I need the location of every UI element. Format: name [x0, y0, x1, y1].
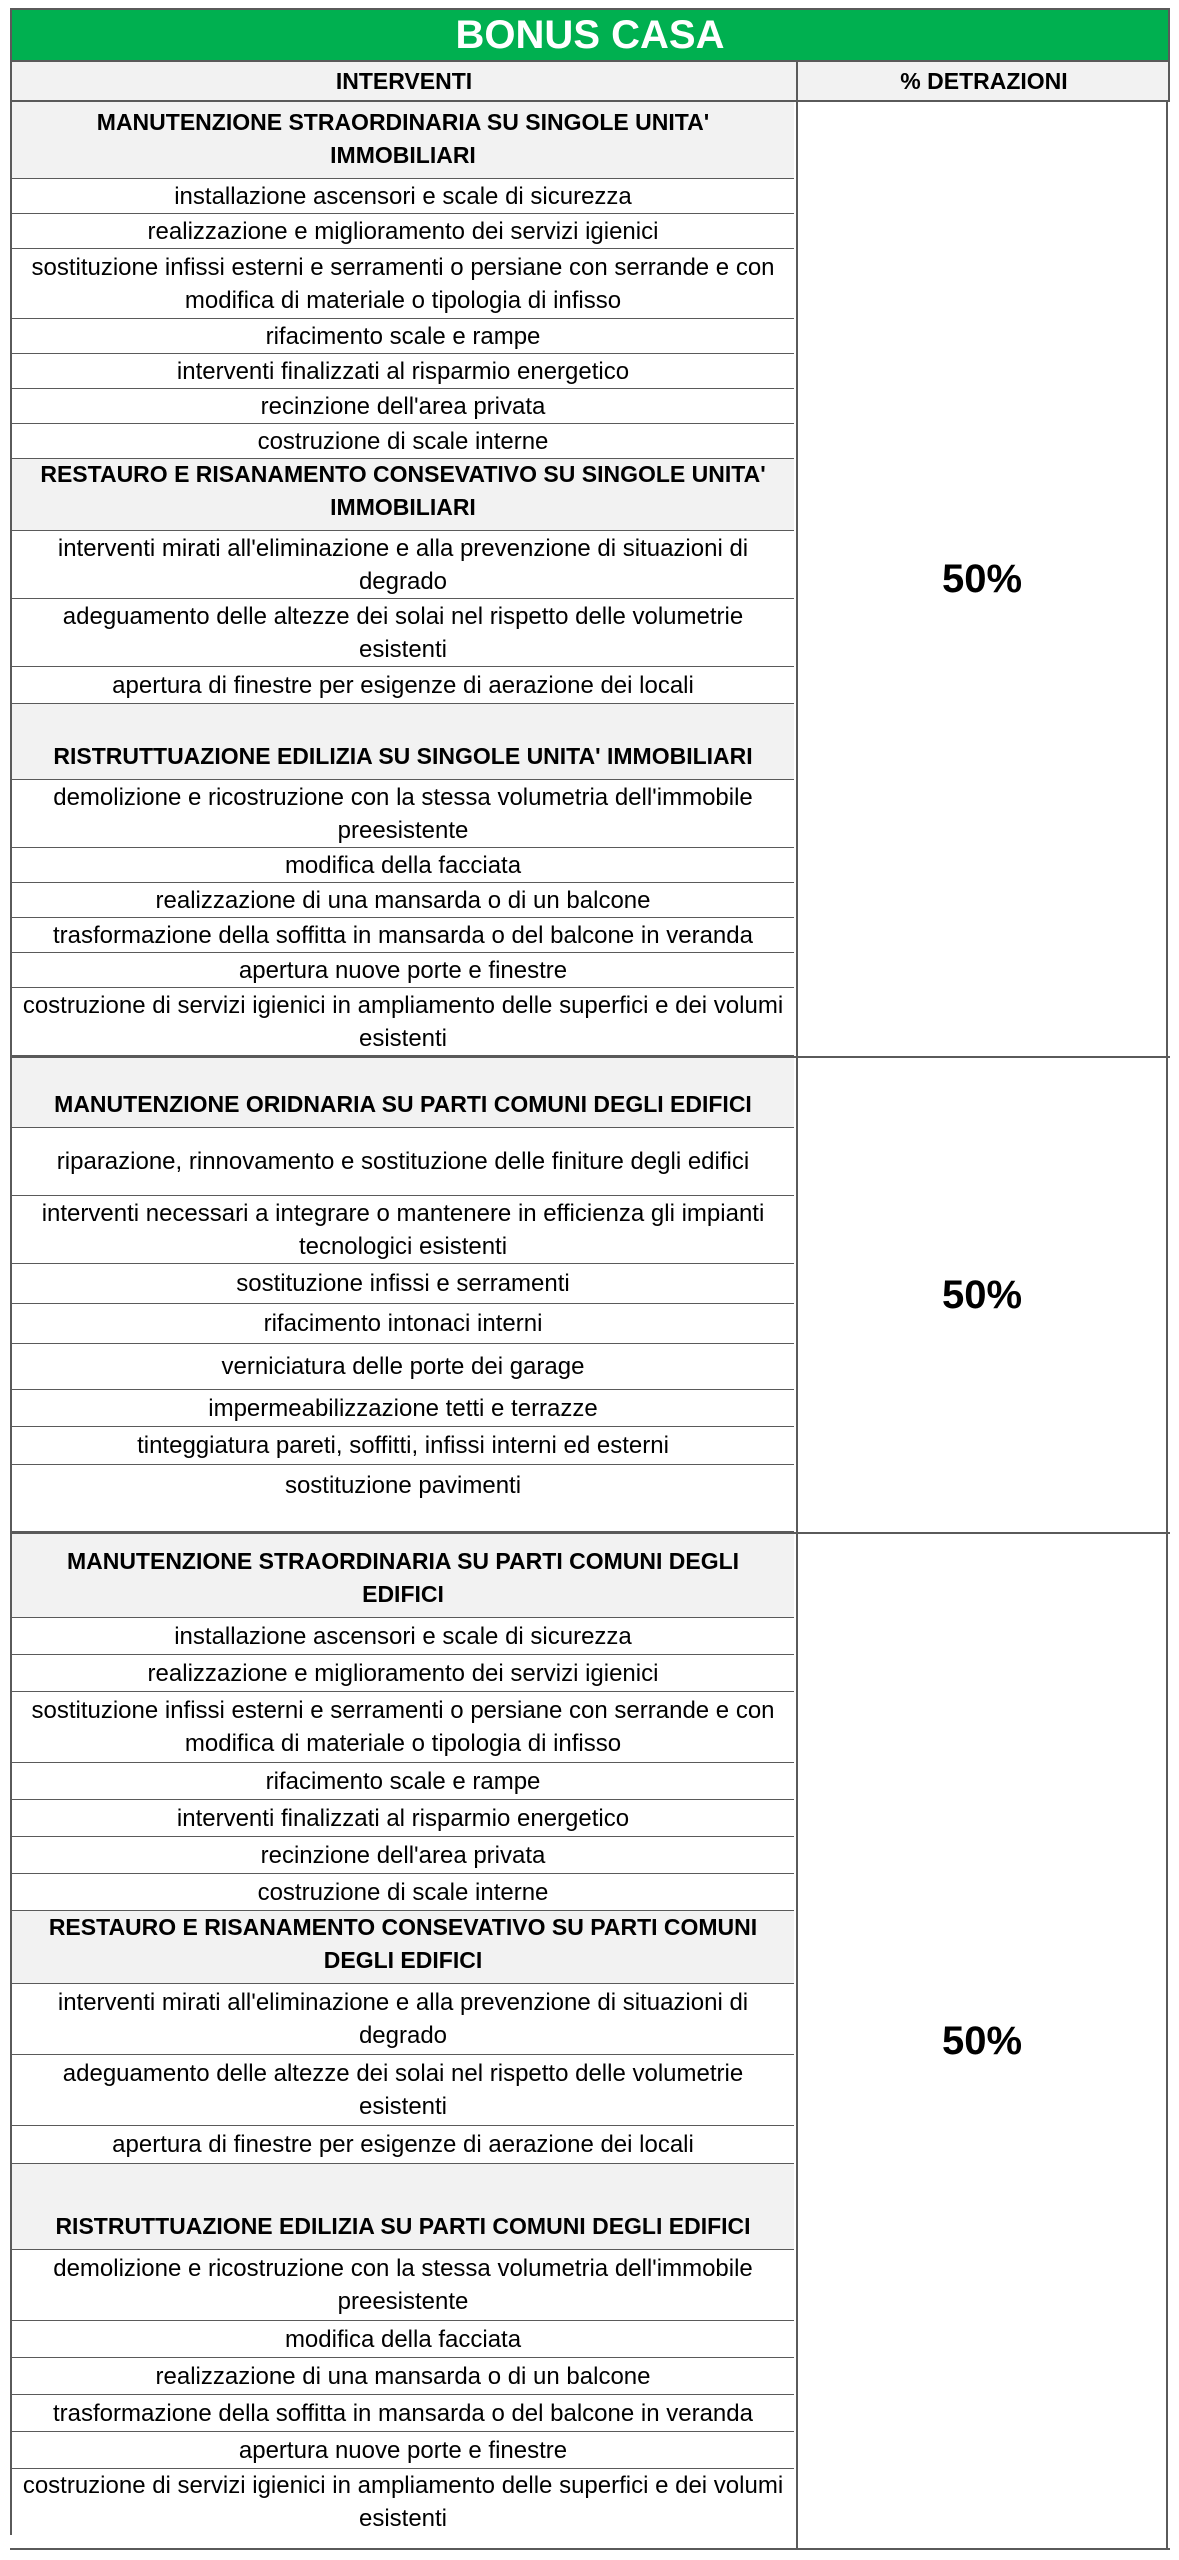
column-header-detrazioni: % DETRAZIONI: [900, 67, 1068, 94]
list-item: modifica della facciata: [10, 2321, 794, 2358]
column-header-interventi: INTERVENTI: [12, 62, 798, 100]
page-title: BONUS CASA: [10, 8, 1170, 62]
list-item: costruzione di scale interne: [10, 1874, 794, 1911]
list-item: demolizione e ricostruzione con la stessa volumetria dell'immobile preesistente: [10, 2250, 794, 2321]
group-heading: MANUTENZIONE STRAORDINARIA SU SINGOLE UNITA' IMMOBILIARI: [10, 102, 794, 179]
list-item: sostituzione infissi e serramenti: [10, 1264, 794, 1304]
list-item: costruzione di servizi igienici in ampliamento delle superfici e dei volumi esistenti: [10, 988, 794, 1056]
group-heading: RESTAURO E RISANAMENTO CONSEVATIVO SU PARTI COMUNI DEGLI EDIFICI: [10, 1911, 794, 1984]
list-item: sostituzione infissi esterni e serramenti o persiane con serrande e con modifica di materiale o tipologia di infisso: [10, 249, 794, 319]
list-item: interventi necessari a integrare o mantenere in efficienza gli impianti tecnologici esistenti: [10, 1196, 794, 1264]
deduction-percentage: 50%: [796, 102, 1168, 1056]
list-item: installazione ascensori e scale di sicurezza: [10, 179, 794, 214]
list-item: interventi finalizzati al risparmio energetico: [10, 354, 794, 389]
list-item: sostituzione pavimenti: [10, 1465, 794, 1532]
list-item: realizzazione e miglioramento dei servizi igienici: [10, 214, 794, 249]
table-section: [10, 1534, 1170, 2550]
list-item: apertura nuove porte e finestre: [10, 2432, 794, 2469]
list-item: installazione ascensori e scale di sicurezza: [10, 1618, 794, 1655]
list-item: sostituzione infissi esterni e serramenti o persiane con serrande e con modifica di materiale o tipologia di infisso: [10, 1692, 794, 1763]
list-item: realizzazione di una mansarda o di un balcone: [10, 2358, 794, 2395]
list-item: verniciatura delle porte dei garage: [10, 1344, 794, 1390]
deduction-percentage: 50%: [796, 1534, 1168, 2548]
list-item: tinteggiatura pareti, soffitti, infissi interni ed esterni: [10, 1427, 794, 1465]
list-item: costruzione di scale interne: [10, 424, 794, 459]
list-item: realizzazione e miglioramento dei servizi igienici: [10, 1655, 794, 1692]
list-item: apertura di finestre per esigenze di aerazione dei locali: [10, 667, 794, 704]
list-item: rifacimento intonaci interni: [10, 1304, 794, 1344]
list-item: interventi finalizzati al risparmio energetico: [10, 1800, 794, 1837]
list-item: rifacimento scale e rampe: [10, 319, 794, 354]
list-item: recinzione dell'area privata: [10, 1837, 794, 1874]
list-item: trasformazione della soffitta in mansarda o del balcone in veranda: [10, 918, 794, 953]
table-section: [10, 102, 1170, 1058]
list-item: trasformazione della soffitta in mansarda o del balcone in veranda: [10, 2395, 794, 2432]
group-heading: RISTRUTTUAZIONE EDILIZIA SU PARTI COMUNI DEGLI EDIFICI: [10, 2164, 794, 2250]
list-item: impermeabilizzazione tetti e terrazze: [10, 1390, 794, 1427]
list-item: apertura di finestre per esigenze di aerazione dei locali: [10, 2126, 794, 2164]
group-heading: MANUTENZIONE ORIDNARIA SU PARTI COMUNI DEGLI EDIFICI: [10, 1058, 794, 1128]
list-item: interventi mirati all'eliminazione e alla prevenzione di situazioni di degrado: [10, 1984, 794, 2055]
list-item: adeguamento delle altezze dei solai nel rispetto delle volumetrie esistenti: [10, 599, 794, 667]
list-item: costruzione di servizi igienici in ampliamento delle superfici e dei volumi esistenti: [10, 2469, 794, 2535]
table-header: [10, 62, 1170, 102]
list-item: modifica della facciata: [10, 848, 794, 883]
list-item: recinzione dell'area privata: [10, 389, 794, 424]
list-item: realizzazione di una mansarda o di un balcone: [10, 883, 794, 918]
list-item: interventi mirati all'eliminazione e alla prevenzione di situazioni di degrado: [10, 531, 794, 599]
group-heading: MANUTENZIONE STRAORDINARIA SU PARTI COMUNI DEGLI EDIFICI: [10, 1534, 794, 1618]
list-item: apertura nuove porte e finestre: [10, 953, 794, 988]
group-heading: RESTAURO E RISANAMENTO CONSEVATIVO SU SINGOLE UNITA' IMMOBILIARI: [10, 459, 794, 531]
list-item: demolizione e ricostruzione con la stessa volumetria dell'immobile preesistente: [10, 780, 794, 848]
list-item: rifacimento scale e rampe: [10, 1763, 794, 1800]
group-heading: RISTRUTTUAZIONE EDILIZIA SU SINGOLE UNITA' IMMOBILIARI: [10, 704, 794, 780]
list-item: adeguamento delle altezze dei solai nel rispetto delle volumetrie esistenti: [10, 2055, 794, 2126]
deduction-percentage: 50%: [796, 1058, 1168, 1532]
list-item: riparazione, rinnovamento e sostituzione delle finiture degli edifici: [10, 1128, 794, 1196]
table-section: [10, 1058, 1170, 1534]
